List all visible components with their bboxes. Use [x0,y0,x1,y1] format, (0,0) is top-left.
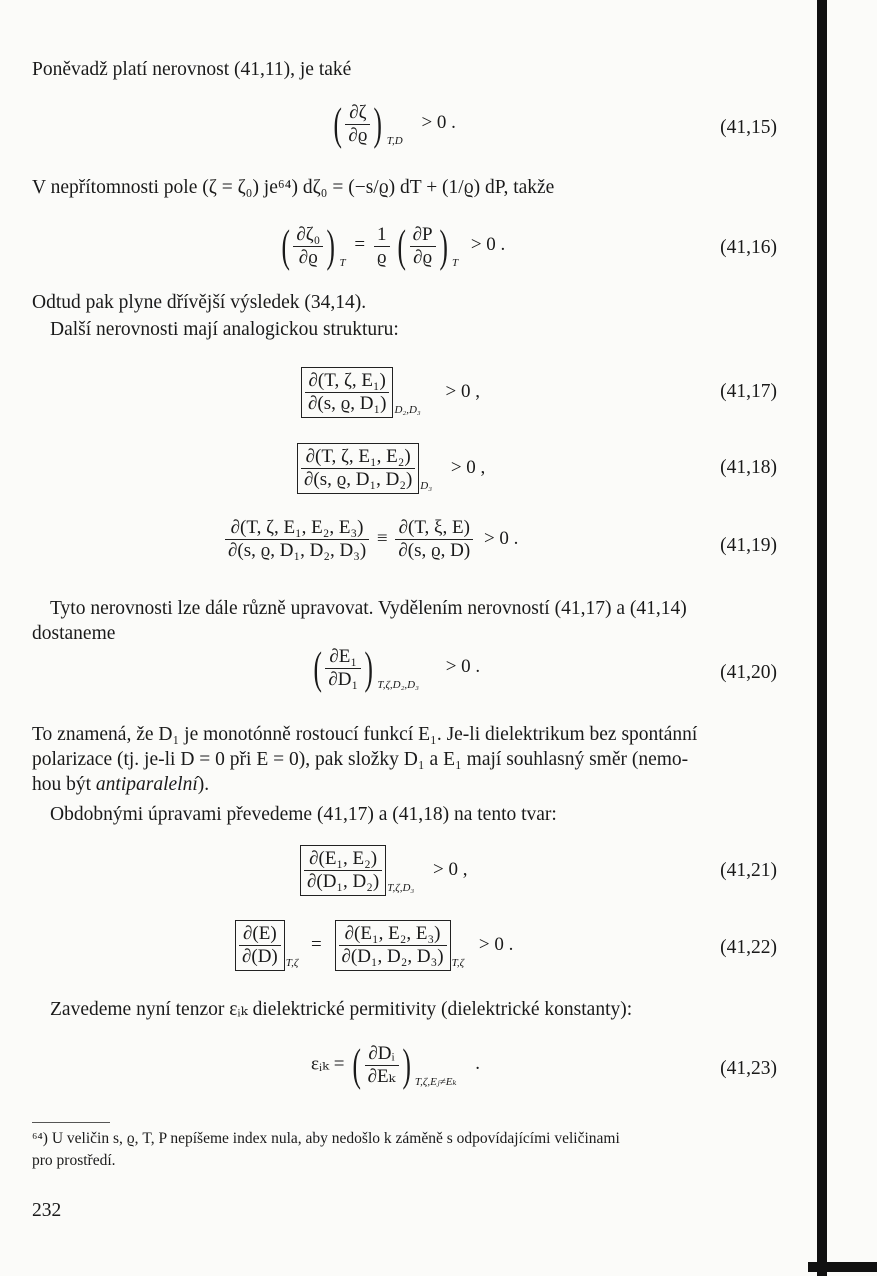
text-line-5: Tyto nerovnosti lze dále různě upravovat. Vydělením nerovností (41,17) a (41,14) [50,598,687,619]
equation-41-22: $\frac{\partial(E)}{\partial(D)}$ $_{T,\zeta}$ = $\frac{\text{∂(E₁, E₂, E₃)}}{\text{∂(D₁, D₂, D₃)}}$ $_{T,\zeta}$ > 0 . [235,920,513,974]
text-line-7: To znamená, že D₁ je monotónně rostoucí funkcí E₁. Je-li dielektrikum bez spontánní [32,724,698,745]
equation-number-41-23: (41,23) [720,1058,777,1079]
equation-41-20: ( $\frac{\text{∂E₁}}{\text{∂D₁}}$ ) $_{T,\zeta,D_2,D_3}$ > 0 . [313,642,481,693]
text-line-4: Další nerovnosti mají analogickou strukturu: [50,319,399,340]
text-line-9-end: ). [197,774,210,795]
text-line-8: polarizace (tj. je-li D = 0 při E = 0), pak složky D₁ a E₁ mají souhlasný směr (nemo- [32,749,689,770]
footnote-line-2: pro prostředí. [32,1152,116,1169]
equation-number-41-22: (41,22) [720,937,777,958]
equation-41-23: εᵢₖ = ( $\frac{\text{∂Dᵢ}}{\text{∂Eₖ}}$ ) $_{T,\zeta,Eⱼ\ne E_k}$ . [311,1039,480,1090]
equation-41-19: $\frac{\text{∂(T, ζ, E₁, E₂, E₃)}}{\text{∂(s, ϱ, D₁, D₂, D₃)}}$ ≡ $\frac{\partial(T, \xi, E)}{\partial(s, ϱ, D)}$ > 0 . [225,517,518,562]
equation-number-41-21: (41,21) [720,860,777,881]
scan-edge-horizontal [808,1262,877,1272]
text-line-9-start: hou být [32,774,96,795]
equation-number-41-19: (41,19) [720,535,777,556]
text-line-2: V nepřítomnosti pole (ζ = ζ₀) je⁶⁴) dζ₀ = (−s/ϱ) dT + (1/ϱ) dP, takže [32,177,555,198]
text-line-9 [32,773,209,797]
equation-41-17: $\frac{\text{∂(T, ζ, E₁)}}{\text{∂(s, ϱ, D₁)}}$ $_{D_2,D_3}$ > 0 , [301,367,480,421]
text-line-1: Poněvadž platí nerovnost (41,11), je také [32,59,352,80]
text-line-3: Odtud pak plyne dřívější výsledek (34,14). [32,292,367,313]
text-line-9-italic: antiparalelní [95,774,198,795]
text-line-10: Obdobnými úpravami převedeme (41,17) a (41,18) na tento tvar: [50,804,557,825]
equation-number-41-16: (41,16) [720,237,777,258]
equation-41-16: ( $\frac{\text{∂ζ₀}}{\partial ϱ}$ ) $_T$ = $\frac{1}{ϱ}$ ( $\frac{\partial P}{\partial ϱ}$ ) $_T$ > 0 . [281,220,506,271]
page-number: 232 [32,1200,62,1221]
equation-number-41-18: (41,18) [720,457,777,478]
text-line-11: Zavedeme nyní tenzor εᵢₖ dielektrické permitivity (dielektrické konstanty): [50,999,633,1020]
equation-number-41-20: (41,20) [720,662,777,683]
footnote-rule [32,1122,110,1123]
text-line-6: dostaneme [32,623,116,644]
footnote-line-1: ⁶⁴) U veličin s, ϱ, T, P nepíšeme index nula, aby nedošlo k záměně s odpovídajícími veličinami [32,1130,620,1147]
equation-41-18: $\frac{\text{∂(T, ζ, E₁, E₂)}}{\text{∂(s, ϱ, D₁, D₂)}}$ $_{D_3}$ > 0 , [297,443,485,497]
equation-41-21: $\frac{\text{∂(E₁, E₂)}}{\text{∂(D₁, D₂)}}$ $_{T,\zeta,D_3}$ > 0 , [300,845,467,899]
equation-number-41-15: (41,15) [720,117,777,138]
scan-edge-vertical [817,0,827,1276]
equation-41-15: ( $\frac{\partial\zeta}{\partial ϱ}$ ) $_{T,D}$ > 0 . [333,98,456,149]
equation-number-41-17: (41,17) [720,381,777,402]
